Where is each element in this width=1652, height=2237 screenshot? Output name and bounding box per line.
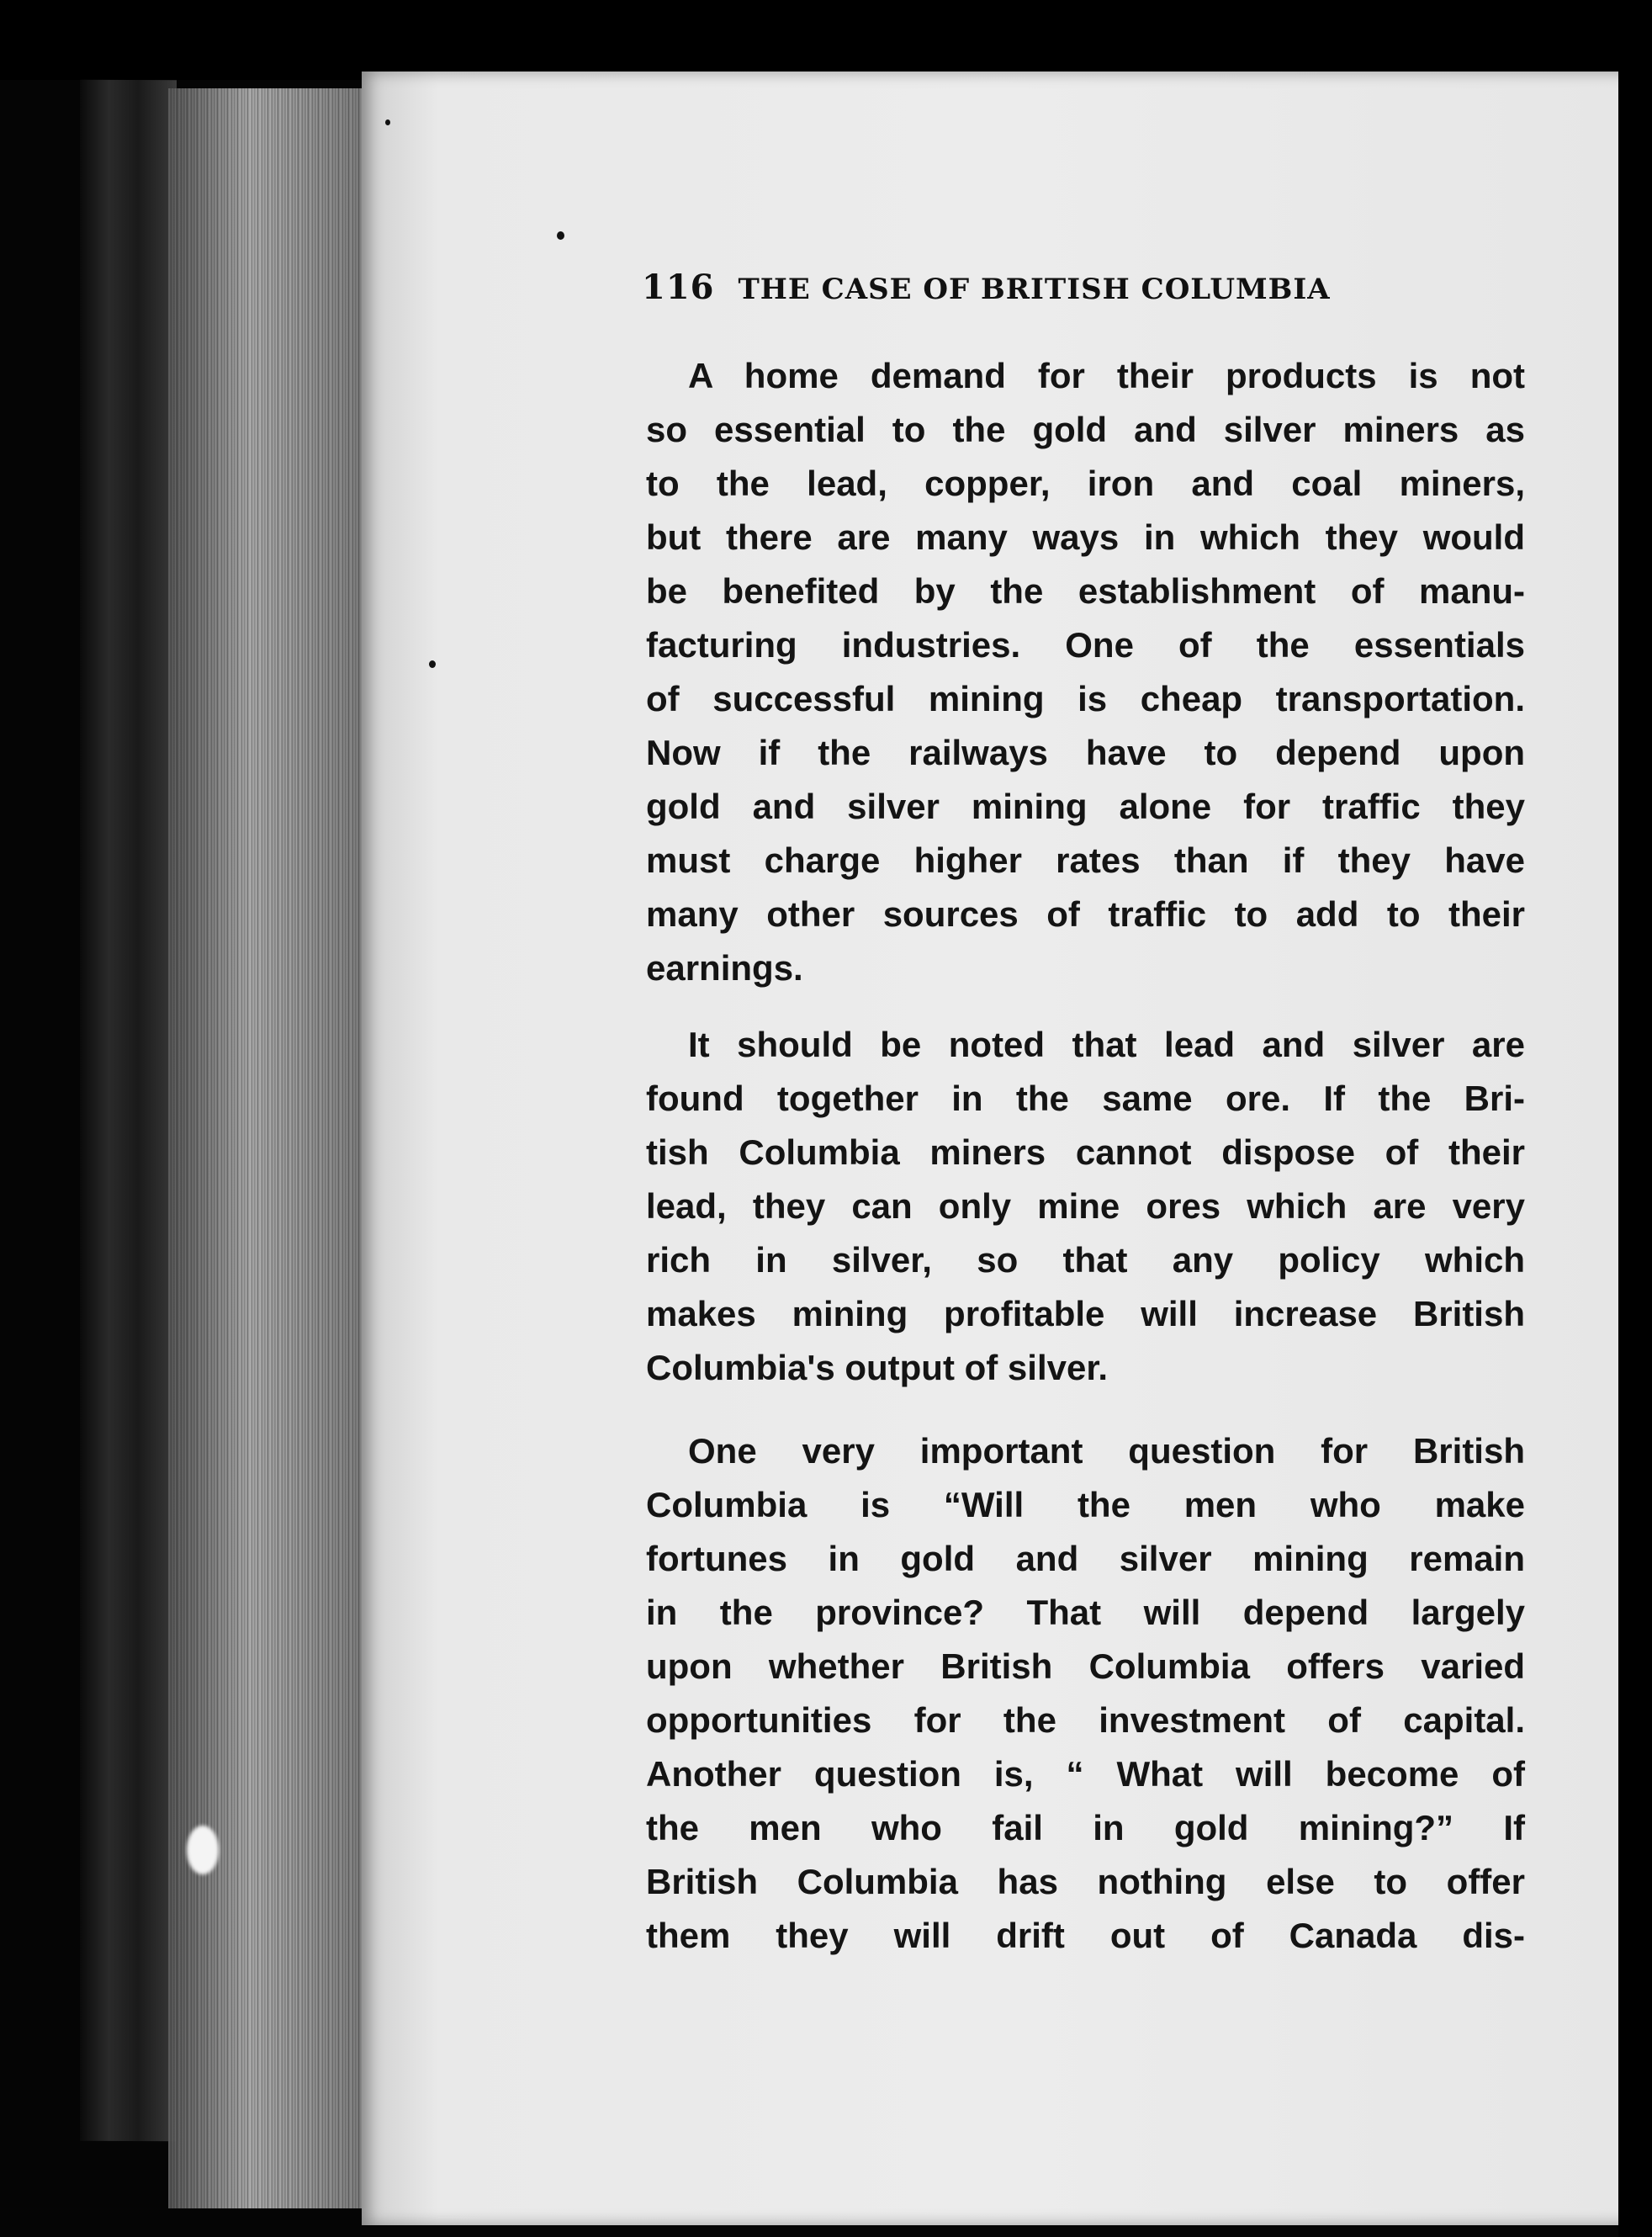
text-line: facturing industries. One of the essentials [646,625,1525,665]
text-line: rich in silver, so that any policy which [646,1240,1525,1280]
text-line: It should be noted that lead and silver are [688,1025,1525,1064]
text-line: them they will drift out of Canada dis- [646,1916,1525,1955]
text-line: upon whether British Columbia offers varied [646,1646,1525,1686]
text-line: tish Columbia miners cannot dispose of their [646,1132,1525,1172]
text-line: the men who fail in gold mining?” If [646,1808,1525,1847]
text-line: British Columbia has nothing else to offer [646,1862,1525,1901]
book-cover-edge [80,80,177,2142]
dust-speck [429,660,436,668]
running-head [642,268,1483,307]
text-line: Columbia's output of silver. [646,1348,1109,1387]
text-line: One very important question for British [688,1431,1525,1471]
dust-speck [557,231,564,240]
scan-artifact [187,1826,219,1874]
text-line: must charge higher rates than if they have [646,840,1525,880]
text-line: makes mining profitable will increase British [646,1294,1525,1333]
text-line: found together in the same ore. If the Bri- [646,1079,1525,1118]
text-line: lead, they can only mine ores which are very [646,1186,1525,1226]
text-line: in the province? That will depend largely [646,1593,1525,1632]
text-line: of successful mining is cheap transportation. [646,679,1525,718]
paragraph [646,349,1525,995]
text-line: earnings. [646,948,803,988]
running-title: THE CASE OF BRITISH COLUMBIA [738,273,1331,306]
text-line: so essential to the gold and silver miners as [646,410,1525,449]
paragraph [646,1018,1525,1395]
text-line: opportunities for the investment of capital. [646,1700,1525,1740]
dust-speck [385,119,390,125]
text-line: many other sources of traffic to add to their [646,894,1525,934]
scan-border-right [1618,0,1652,2237]
text-line: A home demand for their products is not [688,356,1525,395]
text-line: to the lead, copper, iron and coal miners, [646,464,1525,503]
page-stack-edges [168,88,374,2208]
text-line: fortunes in gold and silver mining remain [646,1539,1525,1578]
text-line: Another question is, “ What will become of [646,1754,1525,1794]
paragraph [646,1424,1525,1963]
scan-border-top [0,0,1652,80]
text-line: gold and silver mining alone for traffic they [646,787,1525,826]
text-line: but there are many ways in which they would [646,517,1525,557]
text-line: be benefited by the establishment of manu- [646,571,1525,611]
text-line: Now if the railways have to depend upon [646,733,1525,772]
page-number: 116 [642,268,715,307]
text-line: Columbia is “Will the men who make [646,1485,1525,1524]
